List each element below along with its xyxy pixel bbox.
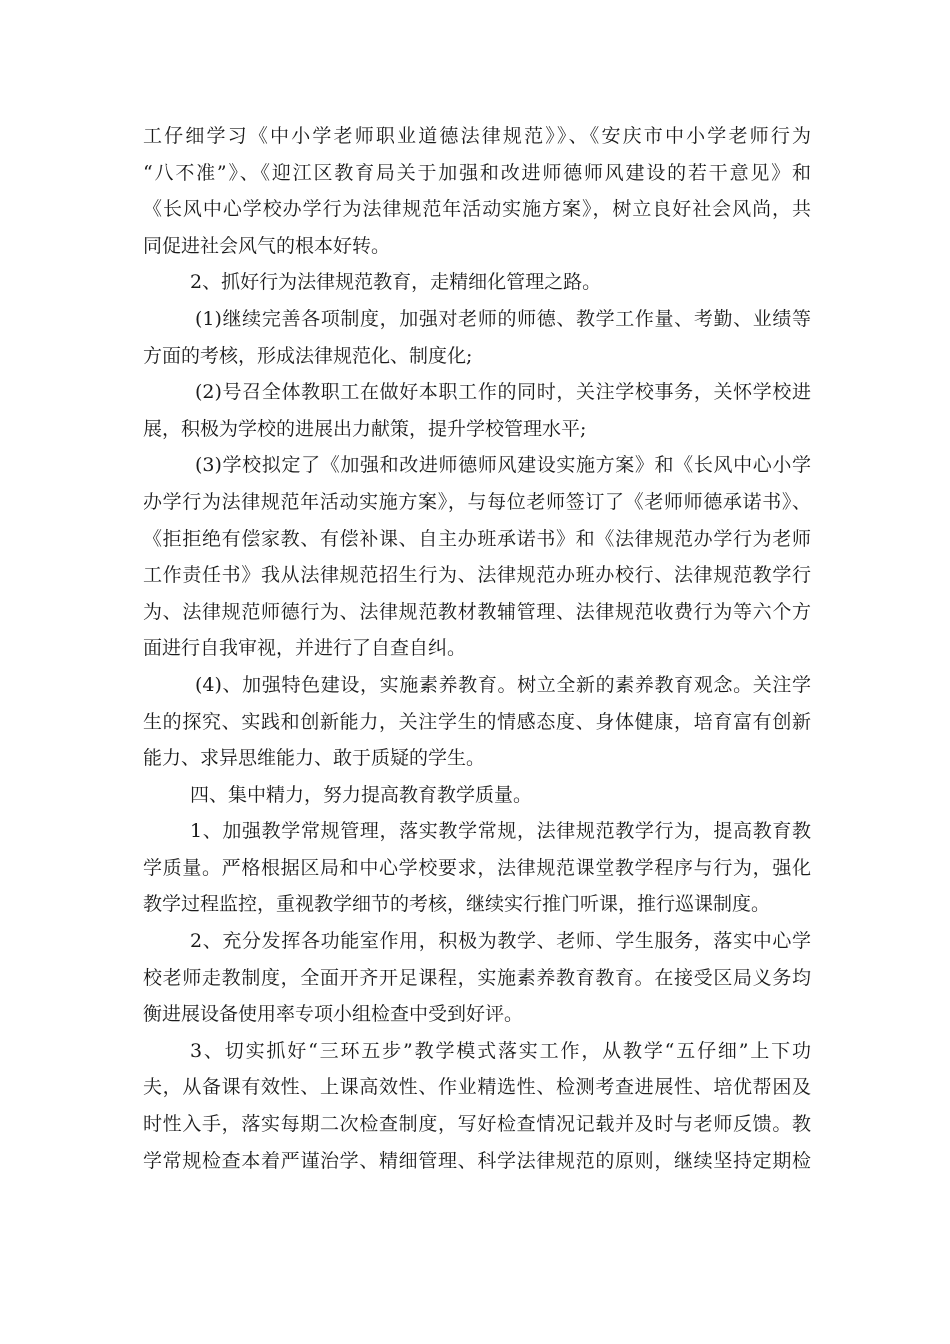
text-line: (2)号召全体教职工在做好本职工作的同时，关注学校事务，关怀学校进 — [195, 381, 811, 404]
text-line: 为、法律规范师德行为、法律规范教材教辅管理、法律规范收费行为等六个方 — [143, 600, 811, 623]
text-line: 时性入手，落实每期二次检查制度，写好检查情况记载并及时与老师反馈。教 — [143, 1113, 811, 1136]
text-line: 校老师走教制度，全面开齐开足课程，实施素养教育教育。在接受区局义务均 — [143, 966, 811, 989]
body-text — [143, 118, 811, 1179]
text-line: 方面的考核，形成法律规范化、制度化; — [143, 344, 473, 367]
text-line: 《长风中心学校办学行为法律规范年活动实施方案》，树立良好社会风尚，共 — [143, 198, 811, 221]
section-heading: 四、集中精力，努力提高教育教学质量。 — [190, 783, 533, 806]
text-line: 夫，从备课有效性、上课高效性、作业精选性、检测考查进展性、培优帮困及 — [143, 1076, 811, 1099]
text-line: (1)继续完善各项制度，加强对老师的师德、教学工作量、考勤、业绩等 — [195, 307, 811, 330]
text-line: 面进行自我审视，并进行了自查自纠。 — [143, 637, 467, 660]
text-line: 生的探究、实践和创新能力，关注学生的情感态度、身体健康，培育富有创新 — [143, 710, 811, 733]
text-line: 教学过程监控，重视教学细节的考核，继续实行推门听课，推行巡课制度。 — [143, 893, 771, 916]
text-line: 3、切实抓好“三环五步”教学模式落实工作，从教学“五仔细”上下功 — [190, 1039, 811, 1062]
text-line: 2、抓好行为法律规范教育，走精细化管理之路。 — [190, 271, 602, 294]
text-line: 工仔细学习《中小学老师职业道德法律规范》》、《安庆市中小学老师行为 — [143, 125, 811, 147]
text-line: 学常规检查本着严谨治学、精细管理、科学法律规范的原则，继续坚持定期检 — [143, 1149, 811, 1172]
text-line: 《拒拒绝有偿家教、有偿补课、自主办班承诺书》和《法律规范办学行为老师 — [143, 527, 811, 550]
text-line: 展，积极为学校的进展出力献策，提升学校管理水平; — [143, 417, 587, 440]
text-line: 办学行为法律规范年活动实施方案》，与每位老师签订了《老师师德承诺书》、 — [143, 490, 811, 513]
text-line: 2、充分发挥各功能室作用，积极为教学、老师、学生服务，落实中心学 — [190, 930, 811, 953]
text-line: 1、加强教学常规管理，落实教学常规，法律规范教学行为，提高教育教 — [190, 820, 811, 843]
text-line: 工作责任书》我从法律规范招生行为、法律规范办班办校行、法律规范教学行 — [143, 564, 811, 587]
text-line: (4)、加强特色建设，实施素养教育。树立全新的素养教育观念。关注学 — [195, 673, 811, 696]
text-line: 同促进社会风气的根本好转。 — [143, 234, 391, 257]
text-line: 能力、求异思维能力、敢于质疑的学生。 — [143, 747, 486, 770]
text-line: (3)学校拟定了《加强和改进师德师风建设实施方案》和《长风中心小学 — [195, 454, 811, 477]
text-line: “八不准”》、《迎江区教育局关于加强和改进师德师风建设的若干意见》和 — [143, 161, 811, 184]
text-line: 学质量。严格根据区局和中心学校要求，法律规范课堂教学程序与行为，强化 — [143, 856, 811, 879]
text-line: 衡进展设备使用率专项小组检查中受到好评。 — [143, 1003, 524, 1026]
